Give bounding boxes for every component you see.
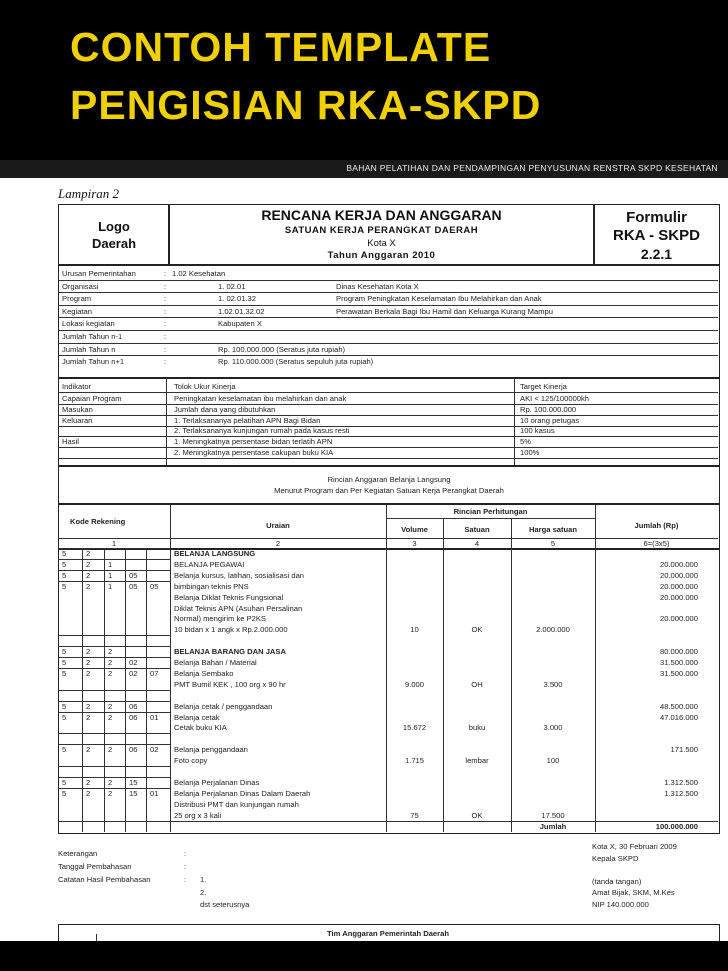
kode-cell: 5 [62, 559, 67, 569]
kode-cell: 02 [129, 668, 138, 678]
jumlah-cell: 20.000.000 [659, 581, 698, 591]
indicator-row-tolok: 1. Meningkatnya persentase bidan terlatih APN [174, 437, 333, 447]
rule-line [58, 305, 718, 306]
satuan-cell: OH [471, 679, 483, 689]
footer-signature-line: Amat Bijak, SKM, M.Kes [592, 888, 675, 897]
footer-item: 1. [200, 875, 207, 884]
kode-cell: 02 [150, 745, 159, 755]
rule-line [58, 392, 718, 393]
uraian-cell: PMT Bumil KEK , 100 org x 90 hr [174, 679, 286, 689]
rka-document [0, 178, 728, 941]
satuan-cell: OK [471, 625, 483, 635]
kode-cell: 02 [129, 658, 138, 667]
indicator-row-tolok: Peningkatan keselamatan ibu melahirkan dan anak [174, 394, 347, 403]
doc-tahun: Tahun Anggaran 2010 [327, 250, 436, 261]
rule-line [58, 581, 170, 582]
indicator-header-label: Indikator [62, 382, 92, 391]
jumlah-cell: 48.500.000 [659, 701, 698, 711]
uraian-cell: Belanja Perjalanan Dinas Dalam Daerah [174, 788, 311, 798]
rule-line [170, 548, 171, 832]
kode-cell: 5 [62, 701, 67, 711]
slide-title-line-1: CONTOH TEMPLATE [70, 24, 492, 70]
harga-cell: 2.000.000 [536, 625, 570, 635]
rule-line [58, 330, 718, 331]
slide-title-bar [0, 0, 728, 160]
info-label: Urusan Pemerintahan [62, 269, 136, 278]
kode-cell: 05 [150, 581, 159, 591]
harga-cell: 17.500 [541, 810, 565, 820]
jumlah-cell: 171.500 [670, 745, 698, 755]
uraian-cell: BELANJA LANGSUNG [174, 549, 256, 558]
rule-line [58, 280, 718, 281]
kode-cell: 2 [108, 712, 113, 722]
uraian-cell: bimbingan teknis PNS [174, 581, 249, 591]
indicator-row-label: Hasil [62, 437, 79, 447]
info-label: Program [62, 294, 92, 304]
indicator-row-label: Capaian Program [62, 394, 122, 403]
indicator-row-target: 10 orang petugas [520, 415, 580, 425]
rule-line [386, 548, 387, 832]
info-code: Kabupaten X [218, 319, 262, 329]
footer-signature-line: NIP 140.000.000 [592, 899, 649, 909]
col-uraian: Uraian [266, 521, 290, 530]
kode-cell: 2 [108, 777, 113, 787]
rincian-title-box [58, 465, 720, 505]
kode-cell: 2 [108, 647, 113, 657]
kode-cell: 5 [62, 668, 67, 678]
jumlah-cell: 31.500.000 [659, 658, 698, 667]
banner-strip [0, 160, 728, 178]
jumlah-cell: 1.312.500 [664, 777, 698, 787]
rule-line [58, 343, 718, 344]
col-number: 3 [412, 539, 417, 548]
kode-cell: 2 [86, 712, 91, 722]
uraian-cell: BELANJA PEGAWAI [174, 559, 245, 569]
rule-line [58, 712, 170, 713]
formulir-label: Formulir [626, 209, 687, 226]
col-rincian-perhitungan: Rincian Perhitungan [453, 507, 528, 516]
info-sep: : [164, 344, 167, 354]
rule-line [58, 415, 718, 416]
jumlah-cell: 31.500.000 [659, 668, 698, 678]
uraian-cell: Belanja kursus, latihan, sosialisasi dan [174, 570, 305, 580]
rincian-title-1: Rincian Anggaran Belanja Langsung [327, 475, 451, 484]
footer-sep: : [184, 875, 187, 884]
doc-subtitle: SATUAN KERJA PERANGKAT DAERAH [284, 225, 479, 236]
indicator-row-label: Keluaran [62, 415, 93, 425]
rule-line [58, 426, 718, 427]
rule-line [58, 821, 718, 822]
jumlah-cell: 47.016.000 [659, 712, 698, 722]
rule-line [58, 668, 170, 669]
kode-cell: 5 [62, 777, 67, 787]
indicator-row-tolok: 2. Terlaksananya kunjungan rumah pada kasus resti [174, 426, 350, 436]
uraian-cell: Diklat Teknis APN (Asuhan Persalinan [174, 603, 303, 613]
kode-cell: 2 [108, 788, 113, 798]
info-label: Organisasi [62, 281, 99, 291]
kode-cell: 2 [86, 745, 91, 755]
info-label: Jumlah Tahun n [62, 344, 116, 354]
kode-cell: 01 [150, 788, 159, 798]
info-label: Lokasi kegiatan [62, 319, 115, 329]
kode-cell: 2 [86, 581, 91, 591]
jumlah-cell: 20.000.000 [659, 570, 698, 580]
rule-line [58, 788, 170, 789]
doc-kota: Kota X [367, 238, 396, 249]
volume-cell: 9.000 [404, 679, 424, 689]
info-code: 1.02 Kesehatan [172, 269, 226, 278]
rule-line [166, 377, 167, 465]
indicator-row-target: 100 kasus [520, 426, 555, 436]
logo-box [58, 204, 170, 266]
formulir-box [593, 204, 720, 266]
uraian-cell: Belanja Bahan / Material [174, 658, 257, 667]
footer-tanggal: Tanggal Pembahasan [58, 862, 132, 871]
rule-line [58, 777, 170, 778]
harga-cell: 100 [546, 756, 560, 766]
rule-line [58, 690, 170, 691]
rule-line [514, 377, 515, 465]
info-label: Jumlah Tahun n-1 [62, 332, 123, 341]
slide-title-line-2: PENGISIAN RKA-SKPD [70, 82, 542, 128]
indicator-row-tolok: 1. Terlaksananya pelatihan APN Bagi Bidan [174, 415, 321, 425]
uraian-cell: 25 org x 3 kali [174, 810, 222, 820]
info-sep: : [164, 269, 167, 278]
kode-cell: 15 [129, 788, 138, 798]
tim-anggaran-label: Tim Anggaran Pemerintah Daerah [327, 929, 449, 938]
lampiran-label: Lampiran 2 [58, 186, 120, 201]
header-title-box [168, 204, 595, 266]
formulir-code: RKA - SKPD [613, 227, 700, 244]
total-label: Jumlah [539, 822, 567, 831]
kode-cell: 06 [129, 712, 138, 722]
kode-cell: 2 [108, 701, 113, 711]
kode-cell: 5 [62, 647, 67, 657]
uraian-cell: Cetak buku KIA [174, 723, 227, 733]
info-code: Rp. 110.000.000 (Seratus sepuluh juta rupiah) [218, 357, 374, 367]
rule-line [58, 570, 170, 571]
footer-sep: : [184, 862, 187, 871]
kode-cell: 1 [108, 559, 113, 569]
info-code: 1. 02.01.32 [218, 294, 257, 304]
info-code: 1.02.01.32.02 [218, 306, 265, 316]
kode-cell: 5 [62, 745, 67, 755]
info-desc: Program Peningkatan Keselamatan Ibu Melahirkan dan Anak [336, 294, 542, 304]
volume-cell: 10 [410, 625, 419, 635]
jumlah-cell: 20.000.000 [659, 559, 698, 569]
col-number: 1 [111, 539, 117, 548]
satuan-cell: OK [471, 810, 483, 820]
indicator-row-tolok: Jumlah dana yang dibutuhkan [174, 404, 276, 414]
rule-line [58, 657, 170, 658]
col-volume: Volume [401, 525, 428, 534]
volume-cell: 1.715 [404, 756, 424, 766]
info-sep: : [164, 294, 167, 304]
footer-signature-line: (tanda tangan) [592, 876, 642, 886]
indicator-box [58, 377, 720, 467]
rule-line [58, 317, 718, 318]
jumlah-cell: 20.000.000 [659, 592, 698, 602]
logo-text-2: Daerah [91, 236, 137, 251]
col-number: 5 [550, 539, 556, 548]
rule-line [386, 518, 595, 519]
info-sep: : [164, 306, 167, 316]
col-number: 2 [275, 539, 281, 548]
kode-cell: 1 [108, 581, 113, 591]
info-code: Rp. 100.000.000 (Seratus juta rupiah) [218, 344, 346, 354]
harga-cell: 3.500 [543, 679, 563, 689]
indicator-row-target: 100% [520, 448, 540, 457]
indicator-row-tolok: 2. Meningkatnya persentase cakupan buku KIA [174, 448, 334, 457]
kode-cell: 2 [108, 658, 113, 667]
kode-cell: 07 [150, 668, 159, 678]
kode-cell: 01 [150, 712, 159, 722]
kode-cell: 5 [62, 712, 67, 722]
indicator-row-target: Rp. 100.000.000 [520, 404, 577, 414]
uraian-cell: BELANJA BARANG DAN JASA [174, 647, 286, 657]
jumlah-cell: 20.000.000 [659, 614, 698, 624]
rule-line [58, 646, 170, 647]
col-number: 4 [474, 539, 480, 548]
kode-cell: 2 [108, 668, 113, 678]
info-code: 1. 02.01 [218, 281, 246, 291]
col-number: 6=(3x5) [643, 539, 670, 548]
info-desc: Perawatan Berkala Bagi Ibu Hamil dan Keluarga Kurang Mampu [336, 306, 553, 316]
kode-cell: 05 [129, 581, 138, 591]
rule-line [58, 766, 170, 767]
info-sep: : [164, 319, 167, 329]
kode-cell: 06 [129, 745, 138, 755]
uraian-cell: Belanja Diklat Teknis Fungsional [174, 592, 284, 602]
info-sep: : [164, 281, 167, 291]
banner-strip-text: BAHAN PELATIHAN DAN PENDAMPINGAN PENYUSUNAN RENSTRA SKPD KESEHATAN [346, 163, 718, 173]
kode-cell: 2 [86, 658, 91, 667]
logo-text-1: Logo [98, 219, 130, 234]
total-value: 100.000.000 [655, 822, 698, 831]
info-sep: : [164, 357, 167, 367]
kode-cell: 5 [62, 570, 67, 580]
kode-cell: 06 [129, 701, 138, 711]
kode-cell: 5 [62, 658, 67, 667]
indicator-header-tolok: Tolok Ukur Kinerja [174, 382, 236, 391]
rule-line [58, 404, 718, 405]
uraian-cell: Belanja Perjalanan Dinas [174, 777, 260, 787]
kode-cell: 2 [86, 788, 91, 798]
rule-line [58, 744, 170, 745]
kode-cell: 2 [86, 701, 91, 711]
kode-cell: 5 [62, 549, 67, 558]
rule-line [58, 635, 170, 636]
rule-line [58, 458, 718, 459]
footer-catatan: Catatan Hasil Pembahasan [58, 875, 151, 884]
kode-cell: 05 [129, 570, 138, 580]
satuan-cell: lembar [465, 756, 489, 766]
kode-cell: 2 [86, 777, 91, 787]
kode-cell: 2 [86, 647, 91, 657]
info-label: Jumlah Tahun n+1 [62, 357, 125, 367]
kode-cell: 2 [86, 549, 91, 558]
indicator-row-target: 5% [520, 437, 531, 447]
indicator-header-target: Target Kinerja [520, 382, 567, 391]
rule-line [58, 733, 170, 734]
kode-cell: 2 [86, 559, 91, 569]
rule-line [58, 548, 170, 549]
uraian-cell: Distribusi PMT dan kunjungan rumah [174, 799, 299, 809]
kode-cell: 5 [62, 788, 67, 798]
rule-line [443, 548, 444, 832]
rule-line [58, 538, 718, 539]
info-label: Kegiatan [62, 306, 92, 316]
uraian-cell: 10 bidan x 1 angk x Rp.2.000.000 [174, 625, 288, 635]
jumlah-cell: 80.000.000 [659, 647, 698, 657]
volume-cell: 15.672 [402, 723, 427, 733]
kode-cell: 2 [86, 570, 91, 580]
doc-title: RENCANA KERJA DAN ANGGARAN [261, 207, 502, 223]
col-satuan: Satuan [464, 525, 490, 534]
kode-cell: 1 [108, 570, 113, 580]
uraian-cell: Belanja cetak [174, 712, 220, 722]
col-jumlah: Jumlah (Rp) [634, 521, 679, 530]
satuan-cell: buku [468, 723, 486, 733]
kode-cell: 2 [86, 668, 91, 678]
footer-signature-line: Kepala SKPD [592, 853, 639, 863]
kode-cell: 2 [108, 745, 113, 755]
formulir-number: 2.2.1 [640, 246, 673, 262]
footer-keterangan: Keterangan [58, 849, 98, 858]
col-kode-rekening: Kode Rekening [70, 517, 126, 526]
rule-line [58, 292, 718, 293]
info-sep: : [164, 332, 167, 341]
col-harga-satuan: Harga satuan [528, 525, 578, 534]
volume-cell: 75 [410, 810, 419, 820]
uraian-cell: Belanja cetak / penggandaan [174, 701, 273, 711]
footer-signature-line: Kota X, 30 Februari 2009 [592, 842, 677, 851]
footer-sep: : [184, 849, 187, 858]
kode-cell: 5 [62, 581, 67, 591]
harga-cell: 3.000 [543, 723, 563, 733]
rincian-title-2: Menurut Program dan Per Kegiatan Satuan Kerja Perangkat Daerah [274, 486, 504, 495]
jumlah-cell: 1.312.500 [664, 788, 698, 798]
indicator-row-target: AKI < 125/100000kh [520, 394, 590, 403]
uraian-cell: Normal) mengirim ke P2KS [174, 614, 266, 624]
uraian-cell: Belanja penggandaan [174, 745, 248, 755]
bottom-bar [0, 941, 728, 971]
rule-line [58, 559, 170, 560]
indicator-row-label: Masukan [62, 404, 93, 414]
footer-item: 2. [200, 887, 207, 897]
rule-line [58, 701, 170, 702]
info-desc: Dinas Kesehatan Kota X [336, 281, 419, 291]
rule-line [58, 355, 718, 356]
rule-line [511, 548, 512, 832]
uraian-cell: Belanja Sembako [174, 668, 234, 678]
kode-cell: 15 [129, 777, 138, 787]
rule-line [58, 436, 718, 437]
rule-line [58, 447, 718, 448]
uraian-cell: Foto copy [174, 756, 208, 766]
footer-item: dst seterusnya [200, 900, 250, 909]
